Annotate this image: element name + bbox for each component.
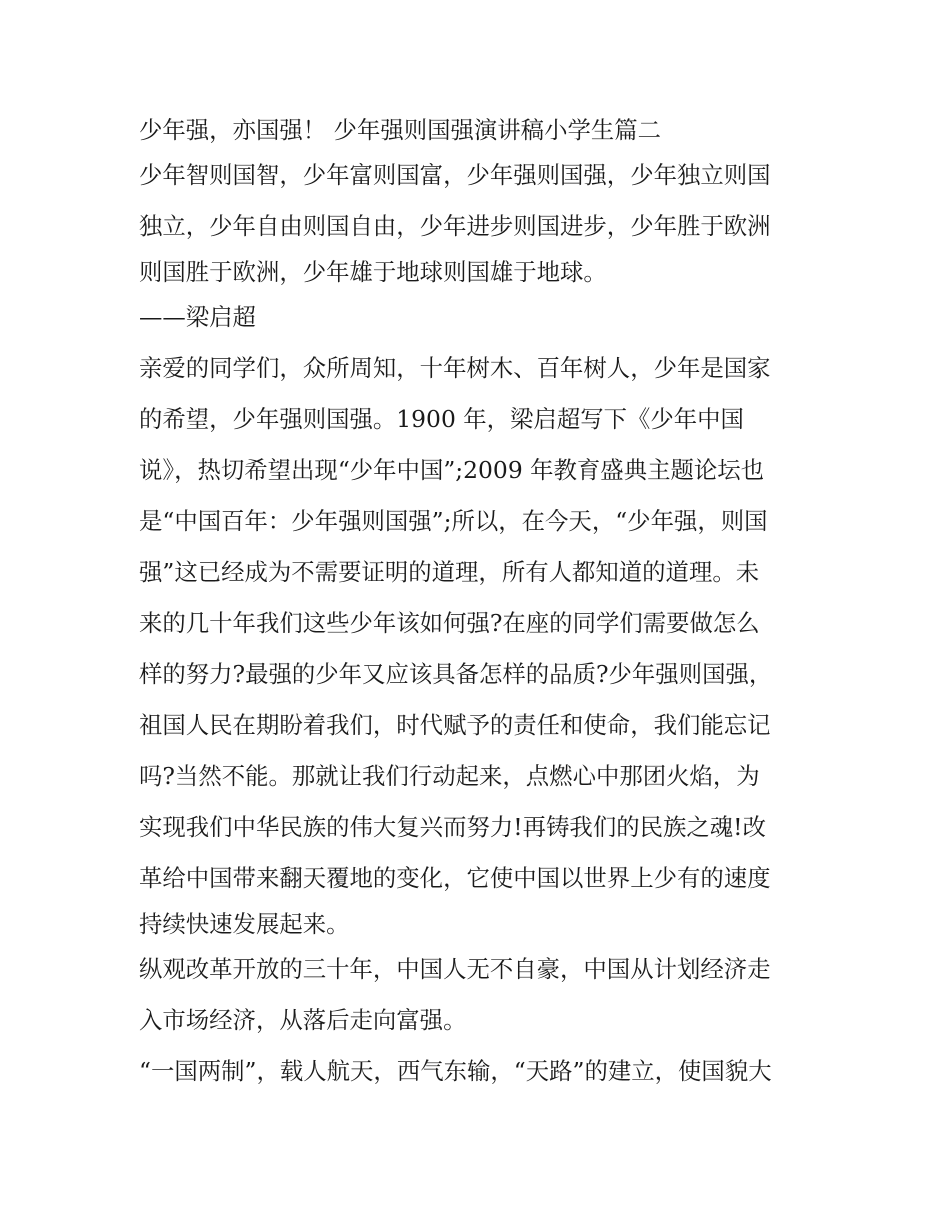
paragraph-line: 亲爱的同学们，众所周知，十年树木、百年树人，少年是国家 — [139, 354, 771, 382]
paragraph-line: 是“中国百年：少年强则国强”;所以，在今天，“少年强，则国 — [139, 507, 768, 535]
paragraph-line: 革给中国带来翻天覆地的变化，它使中国以世界上少有的速度 — [139, 864, 771, 892]
paragraph-line: “一国两制”，载人航天，西气东输，“天路”的建立，使国貌大 — [139, 1057, 772, 1085]
paragraph-line: 样的努力?最强的少年又应该具备怎样的品质?少年强则国强， — [139, 660, 773, 688]
paragraph-line: 持续快速发展起来。 — [139, 910, 350, 938]
paragraph-line: 来的几十年我们这些少年该如何强?在座的同学们需要做怎么 — [139, 609, 760, 637]
paragraph-line: 祖国人民在期盼着我们，时代赋予的责任和使命，我们能忘记 — [139, 711, 771, 739]
section-heading: 少年强，亦国强！ 少年强则国强演讲稿小学生篇二 — [139, 116, 662, 144]
document-body — [139, 110, 819, 1097]
paragraph-line: 实现我们中华民族的伟大复兴而努力!再铸我们的民族之魂!改 — [139, 813, 766, 841]
paragraph-line: 入市场经济，从落后走向富强。 — [139, 1006, 467, 1034]
quote-line: 少年智则国智，少年富则国富，少年强则国强，少年独立则国 — [139, 161, 771, 189]
paragraph-line: 的希望，少年强则国强。1900 年，梁启超写下《少年中国 — [139, 405, 744, 433]
paragraph-line: 吗?当然不能。那就让我们行动起来，点燃心中那团火焰，为 — [139, 762, 760, 790]
paragraph-line: 说》，热切希望出现“少年中国”;2009 年教育盛典主题论坛也 — [139, 456, 765, 484]
paragraph-line: 强”这已经成为不需要证明的道理，所有人都知道的道理。未 — [139, 558, 760, 586]
quote-attribution: ——梁启超 — [139, 303, 256, 331]
quote-line: 则国胜于欧洲，少年雄于地球则国雄于地球。 — [139, 258, 607, 286]
quote-line: 独立，少年自由则国自由，少年进步则国进步，少年胜于欧洲 — [139, 212, 771, 240]
paragraph-line: 纵观改革开放的三十年，中国人无不自豪，中国从计划经济走 — [139, 955, 771, 983]
